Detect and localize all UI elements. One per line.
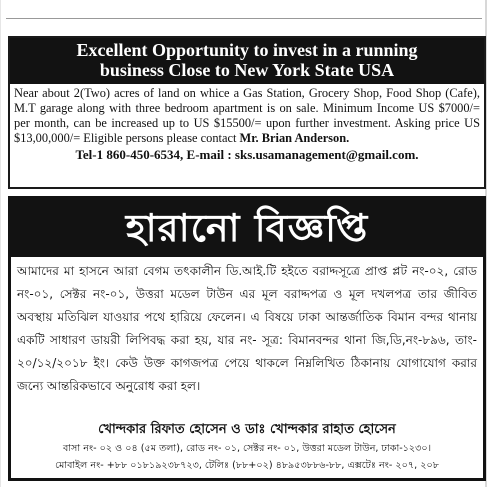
lost-notice-phone-numbers: মোবাইল নং- +৮৮ ০১৮১৯২৩৮৭২৩, টেলিঃ (৮৮+০২) ৪৮৯৫৩৮৮৬-৮৮, এক্সটেঃ নং- ২০৭, ২০৮ — [55, 460, 439, 471]
lost-notice-body: আমাদের মা হাসনে আরা বেগম তৎকালীন ডি.আই.টি হইতে বরাদ্দসূত্রে প্রাপ্ত প্লট নং-০২, রোড নং-০১, সেক্টর নং-০১, উত্তরা মডেল টাউন এর মূল বরাদ্দপত্র ও মূল দখলপত্র তার জীবিত অবস্থায় মতিঝিল যাওয়ার পথে হারিয়ে ফেলেন। এ বিষয়ে ঢাকা আন্তর্জাতিক বিমান বন্দর থানায় একটি সাধারণ ডায়রী লিপিবদ্ধ করা হয়, যার নং- সূত্র: বিমানবন্দর থানা জি,ডি,নং-৮৯৬, তাং- ২০/১২/২০১৮ ইং। কেউ উক্ত কাগজপত্র পেয়ে থাকলে নিম্নলিখিত ঠিকানায় যোগাযোগ করার জন্যে আন্তরিকভাবে অনুরোধ করা হল। — [17, 264, 477, 393]
top-divider-line — [6, 18, 482, 19]
left-page-edge — [0, 0, 1, 487]
investment-ad-contact-name: Mr. Brian Anderson. — [239, 131, 350, 145]
investment-ad-body — [10, 84, 484, 146]
investment-ad-heading — [10, 38, 484, 84]
lost-notice-contact-names: খোন্দকার রিফাত হোসেন ও ডাঃ খোন্দকার রাহাত হোসেন — [98, 422, 396, 437]
investment-ad-contact-line: Tel-1 860-450-6534, E-mail : sks.usamanagement@gmail.com. — [75, 147, 419, 162]
lost-notice-heading: হারানো বিজ্ঞপ্তি — [11, 199, 483, 257]
investment-ad-heading-line-1: Excellent Opportunity to invest in a running — [76, 40, 418, 60]
investment-ad-heading-line-2: business Close to New York State USA — [99, 60, 395, 80]
lost-notice-address: বাসা নং- ০২ ও ০৪ (৫ম তলা), রোড নং- ০১, সেক্টর নং- ০১, উত্তরা মডেল টাউন, ঢাকা-১২৩০। — [62, 443, 432, 454]
investment-advertisement — [8, 36, 486, 189]
lost-document-notice — [8, 196, 486, 481]
investment-ad-description: Near about 2(Two) acres of land on whice a Gas Station, Grocery Shop, Food Shop (Cafe), M.T garage along with three bedroom apartment is on sale. Minimum Income US $7000/= per month, can be increased up to US $15500/= upon further investment. Asking price US $13,00,000/= Eligible persons please contact — [14, 86, 480, 145]
